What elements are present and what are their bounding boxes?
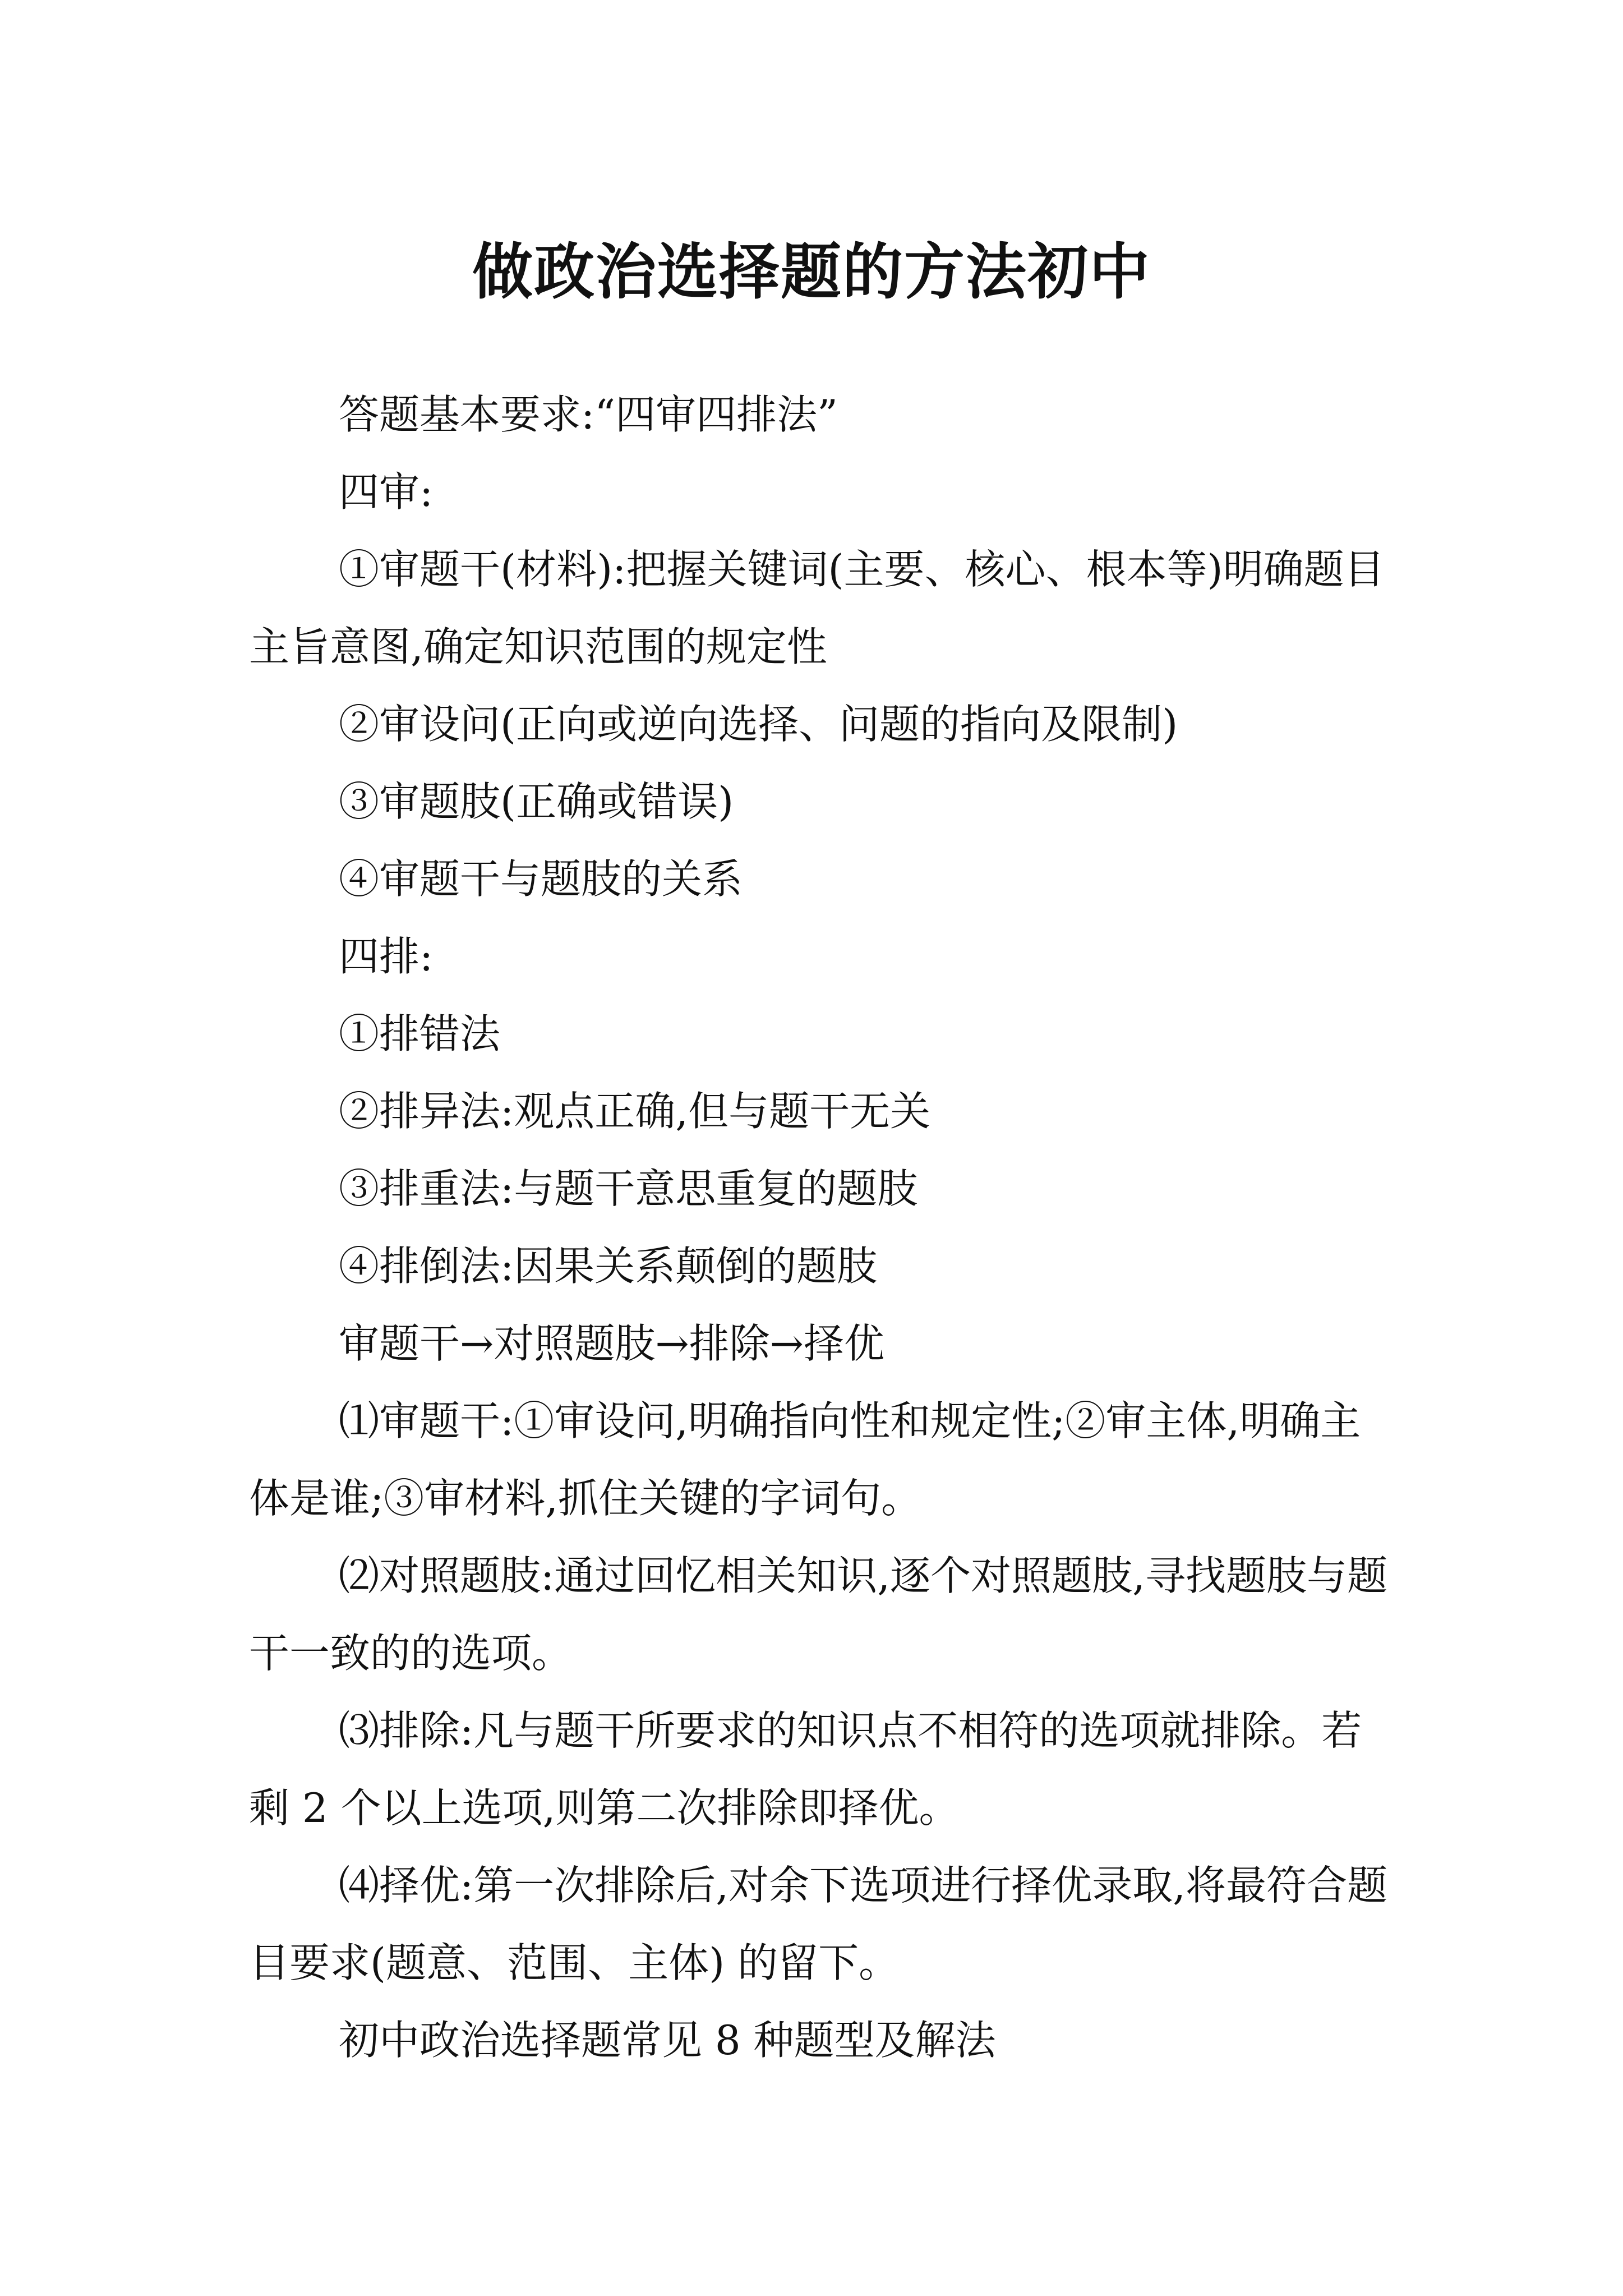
document-title: 做政治选择题的方法初中	[472, 237, 1151, 308]
paragraph-step-2: ⑵对照题肢:通过回忆相关知识,逐个对照题肢,寻找题肢与题干一致的的选项。	[249, 1552, 1388, 1677]
document-body	[249, 376, 1395, 2079]
paragraph-review-options: ③审题肢(正确或错误)	[339, 778, 734, 825]
paragraph-eliminate-duplicate: ③排重法:与题干意思重复的题肢	[339, 1165, 918, 1212]
paragraph-eliminate-wrong: ①排错法	[339, 1010, 501, 1057]
paragraph-basic-requirement: 答题基本要求:“四审四排法”	[339, 391, 838, 438]
paragraph-eight-types: 初中政治选择题常见 8 种题型及解法	[339, 2017, 996, 2064]
paragraph-eliminate-reversed: ④排倒法:因果关系颠倒的题肢	[339, 1243, 878, 1290]
paragraph-step-4: ⑷择优:第一次排除后,对余下选项进行择优录取,将最符合题目要求(题意、范围、主体) 的留下。	[249, 1862, 1388, 1986]
paragraph-review-question: ②审设问(正向或逆向选择、问题的指向及限制)	[339, 701, 1178, 748]
paragraph-process-flow: 审题干→对照题肢→排除→择优	[339, 1320, 884, 1367]
paragraph-four-reviews-heading: 四审:	[339, 468, 434, 516]
paragraph-four-eliminations-heading: 四排:	[339, 933, 434, 980]
paragraph-review-stem: ①审题干(材料):把握关键词(主要、核心、根本等)明确题目主旨意图,确定知识范围的规定性	[249, 546, 1385, 670]
paragraph-review-relation: ④审题干与题肢的关系	[339, 855, 743, 903]
paragraph-step-3: ⑶排除:凡与题干所要求的知识点不相符的选项就排除。若剩 2 个以上选项,则第二次排除即择优。	[249, 1707, 1362, 1832]
paragraph-step-1: ⑴审题干:①审设问,明确指向性和规定性;②审主体,明确主体是谁;③审材料,抓住关键的字词句。	[249, 1397, 1361, 1522]
paragraph-eliminate-irrelevant: ②排异法:观点正确,但与题干无关	[339, 1088, 931, 1135]
